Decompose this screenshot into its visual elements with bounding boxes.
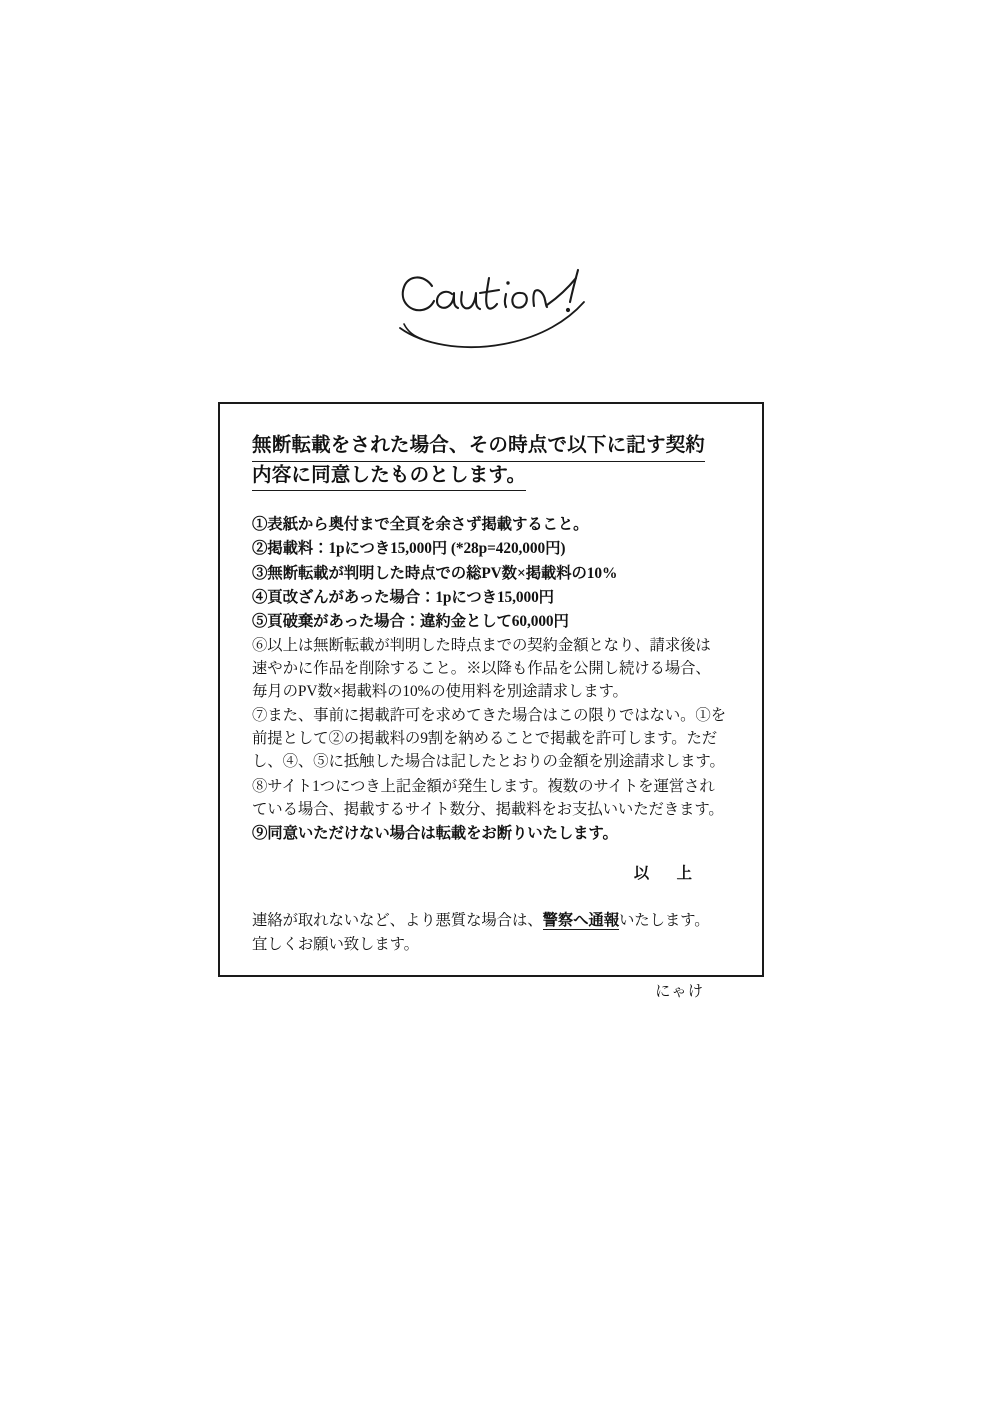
notice-title-line-1: 無断転載をされた場合、その時点で以下に記す契約 [252, 432, 705, 462]
clause-line: ⑧サイト1つにつき上記金額が発生します。複数のサイトを運営され [252, 777, 715, 795]
clause-line: ⑦また、事前に掲載許可を求めてきた場合はこの限りではない。①を [252, 707, 727, 725]
clause-line: ている場合、掲載するサイト数分、掲載料をお支払いいただきます。 [252, 800, 724, 818]
clause-item [252, 634, 732, 703]
clause-line: ③無断転載が判明した時点での総PV数×掲載料の10% [252, 564, 618, 582]
clause-line: 速やかに作品を削除すること。※以降も作品を公開し続ける場合、 [252, 660, 711, 678]
clause-item [252, 513, 732, 536]
clause-line: ②掲載料：1pにつき15,000円 (*28p=420,000円) [252, 540, 566, 558]
notice-box [218, 402, 764, 1000]
clause-item [252, 775, 732, 821]
contact-text-after: いたします。 [619, 911, 710, 929]
clause-line: 前提として②の掲載料の9割を納めることで掲載を許可します。ただ [252, 730, 718, 748]
clause-line: し、④、⑤に抵触した場合は記したとおりの金額を別途請求します。 [252, 753, 725, 771]
clause-item [252, 704, 732, 773]
contact-text-line-2: 宜しくお願い致します。 [252, 935, 419, 953]
clause-line: ⑤頁破棄があった場合：違約金として60,000円 [252, 612, 569, 630]
author-signature: にゃけ [655, 982, 704, 1000]
contact-text-before: 連絡が取れないなど、より悪質な場合は、 [252, 911, 543, 929]
clause-line: ④頁改ざんがあった場合：1pにつき15,000円 [252, 588, 554, 606]
clause-line: ⑨同意いただけない場合は転載をお断りいたします。 [252, 824, 618, 842]
police-report-emphasis: 警察へ通報 [542, 911, 619, 929]
clause-item [252, 610, 732, 633]
clause-line: 毎月のPV数×掲載料の10%の使用料を別途請求します。 [252, 683, 628, 701]
clause-item [252, 562, 732, 585]
caution-heading [392, 248, 622, 368]
clause-item [252, 586, 732, 609]
notice-title [252, 432, 732, 491]
clause-list [252, 513, 732, 845]
closing-note: 以 上 [633, 864, 698, 882]
contact-note [252, 909, 732, 957]
clause-item [252, 537, 732, 560]
clause-line: ⑥以上は無断転載が判明した時点までの契約金額となり、請求後は [252, 636, 711, 654]
clause-line: ①表紙から奥付まで全頁を余さず掲載すること。 [252, 516, 589, 534]
notice-title-line-2: 内容に同意したものとします。 [252, 462, 526, 492]
clause-item [252, 822, 732, 845]
